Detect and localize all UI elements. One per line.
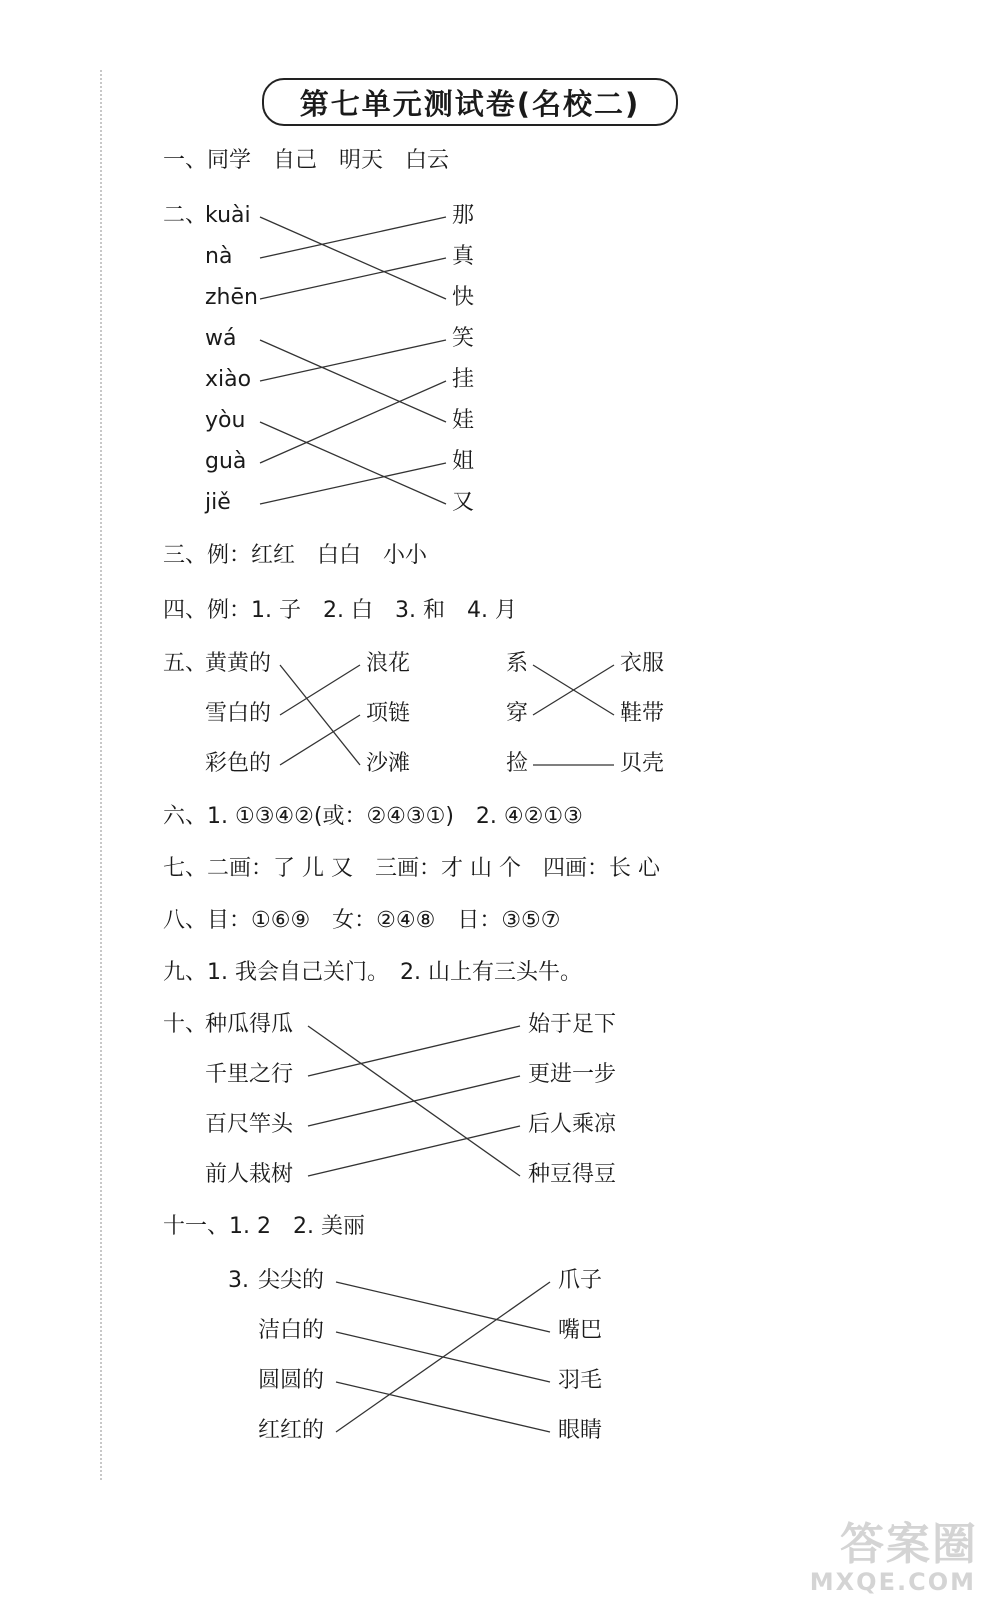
q10-match-line [308,1026,520,1076]
q2-match-line [260,258,446,299]
watermark-site: MXQE.COM [809,1568,976,1596]
q2-match-line [260,340,446,422]
idiom-second-half: 种豆得豆 [528,1162,617,1187]
character-item: 快 [452,285,475,310]
q10-match-line [308,1126,520,1176]
binding-margin [100,70,102,1480]
character-item: 挂 [452,367,475,392]
character-item: 姐 [452,449,475,474]
character-item: 笑 [452,326,475,351]
answer-q6: 六、1. ①③④②(或：②④③①) 2. ④②①③ [163,804,583,829]
answer-q8: 八、目：①⑥⑨ 女：②④⑧ 日：③⑤⑦ [163,908,561,933]
character-item: 真 [452,244,475,269]
pinyin-item: jiě [205,490,231,515]
character-item: 娃 [452,408,475,433]
q10-label: 十、 [163,1012,208,1037]
idiom-first-half: 千里之行 [205,1062,294,1087]
pinyin-item: yòu [205,408,246,433]
adjective-item: 红红的 [258,1418,325,1443]
q10-match-line [308,1076,520,1126]
answer-q11: 十一、1. 2 2. 美丽 [163,1214,365,1239]
q11-match-line [336,1282,550,1432]
q5-match-line [280,715,360,765]
q2-match-line [260,217,446,258]
adjective-item: 圆圆的 [258,1368,325,1393]
idiom-second-half: 更进一步 [528,1062,617,1087]
q11-match-line [336,1382,550,1432]
adjective-item: 黄黄的 [205,651,272,676]
adjective-item: 洁白的 [258,1318,325,1343]
noun-item: 爪子 [558,1268,603,1293]
q11-sub-label: 3. [228,1268,249,1293]
pinyin-item: kuài [205,203,251,228]
answer-q9: 九、1. 我会自己关门。 2. 山上有三头牛。 [163,960,582,985]
adjective-item: 雪白的 [205,701,272,726]
watermark-logo: 答案圈 [840,1519,978,1570]
pinyin-item: nà [205,244,233,269]
answer-q1: 一、同学 自己 明天 白云 [163,148,450,173]
idiom-first-half: 种瓜得瓜 [205,1012,294,1037]
idiom-second-half: 始于足下 [528,1012,617,1037]
adjective-item: 尖尖的 [258,1268,325,1293]
noun-item: 嘴巴 [558,1318,603,1343]
q11-match-line [336,1282,550,1332]
object-item: 鞋带 [620,701,665,726]
answer-q7: 七、二画：了 儿 又 三画：才 山 个 四画：长 心 [163,856,660,881]
pinyin-item: zhēn [205,285,258,310]
answer-q4: 四、例：1. 子 2. 白 3. 和 4. 月 [163,598,517,623]
q11-match-line [336,1332,550,1382]
idiom-second-half: 后人乘凉 [528,1112,617,1137]
answer-q3: 三、例：红红 白白 小小 [163,543,428,568]
pinyin-item: xiào [205,367,252,392]
object-item: 衣服 [620,651,665,676]
q2-match-line [260,340,446,381]
verb-item: 穿 [506,701,529,726]
noun-item: 项链 [366,701,411,726]
adjective-item: 彩色的 [205,751,272,776]
noun-item: 羽毛 [558,1368,603,1393]
q5-match-line [280,665,360,715]
q10-match-line [308,1026,520,1176]
pinyin-item: guà [205,449,247,474]
pinyin-item: wá [205,326,237,351]
q2-match-line [260,381,446,463]
q5-match-line [533,665,614,715]
noun-item: 沙滩 [366,751,411,776]
noun-item: 浪花 [366,651,411,676]
page-title: 第七单元测试卷(名校二) [262,78,678,126]
q2-match-line [260,463,446,504]
q2-match-line [260,422,446,504]
q5-match-line [533,665,614,715]
object-item: 贝壳 [620,751,665,776]
q5-label: 五、 [163,651,208,676]
verb-item: 系 [506,651,529,676]
verb-item: 捡 [506,751,529,776]
character-item: 那 [452,203,475,228]
idiom-first-half: 百尺竿头 [205,1112,294,1137]
idiom-first-half: 前人栽树 [205,1162,294,1187]
character-item: 又 [452,490,475,515]
q2-match-line [260,217,446,299]
q5-match-line [280,665,360,765]
q2-label: 二、 [163,203,208,228]
noun-item: 眼睛 [558,1418,603,1443]
